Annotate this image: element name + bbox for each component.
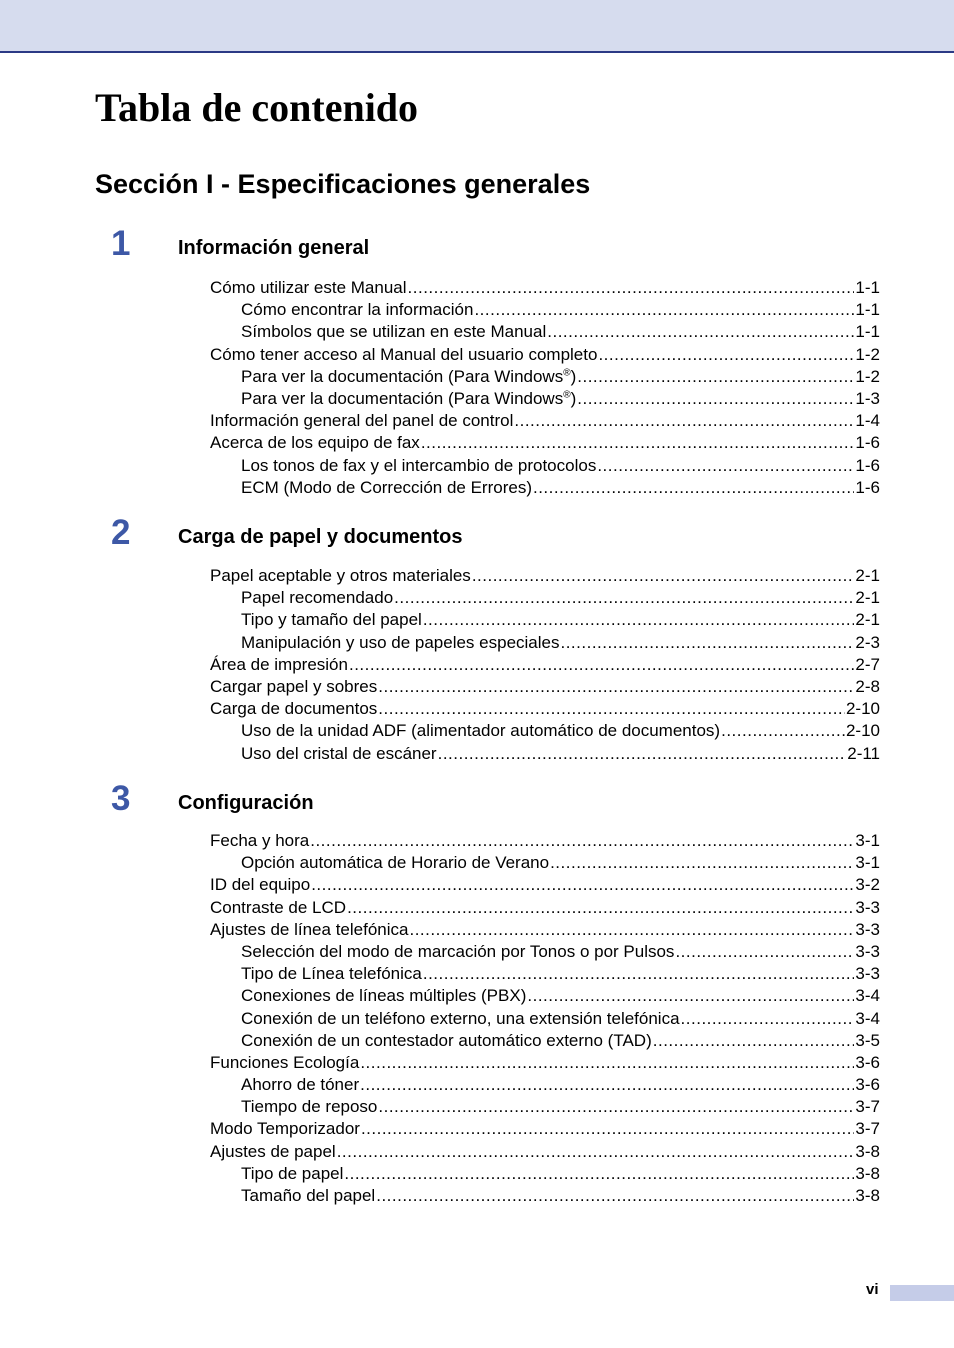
toc-entry-page: 1-1	[855, 300, 880, 320]
toc-entry-label: ECM (Modo de Corrección de Errores)	[241, 477, 532, 497]
toc-entry[interactable]	[210, 698, 880, 720]
toc-entry-page: 1-4	[855, 411, 880, 431]
toc-entry[interactable]	[210, 963, 880, 985]
toc-entry-label: Cómo tener acceso al Manual del usuario completo	[210, 344, 598, 364]
toc-entry-label: Acerca de los equipo de fax	[210, 433, 420, 453]
toc-entry-label: Opción automática de Horario de Verano	[241, 853, 550, 873]
toc-entry-page: 3-3	[855, 964, 880, 984]
dot-leader	[423, 609, 855, 631]
chapter-title: Carga de papel y documentos	[178, 526, 463, 548]
dot-leader	[360, 1074, 854, 1096]
toc-entry-page: 2-3	[855, 632, 880, 652]
toc-entry-label: Funciones Ecología	[210, 1052, 360, 1072]
dot-leader	[421, 432, 855, 454]
section-title: Sección I - Especificaciones generales	[95, 169, 591, 199]
toc-entry-label: Conexiones de líneas múltiples (PBX)	[241, 986, 527, 1006]
dot-leader	[310, 830, 854, 852]
dot-leader	[514, 410, 854, 432]
toc-entry[interactable]	[210, 1052, 880, 1074]
toc-entry-page: 1-2	[855, 366, 880, 386]
footer-tab	[890, 1285, 954, 1301]
toc-entry[interactable]	[210, 321, 880, 343]
toc-entry-page: 3-1	[855, 831, 880, 850]
toc-entry[interactable]	[210, 388, 880, 410]
dot-leader	[681, 1008, 855, 1030]
toc-entry-label: Área de impresión	[210, 654, 348, 674]
dot-leader	[577, 366, 854, 388]
toc-entry[interactable]	[210, 1096, 880, 1118]
toc-entry[interactable]	[210, 609, 880, 631]
toc-entry[interactable]	[210, 565, 880, 587]
toc-entry[interactable]	[210, 477, 880, 499]
toc-entry[interactable]	[210, 1163, 880, 1185]
chapter-entries	[210, 277, 880, 499]
toc-entry-page: 2-1	[855, 610, 880, 630]
toc-entry[interactable]	[210, 874, 880, 896]
dot-leader	[376, 1185, 854, 1207]
toc-entry-page: 1-1	[855, 322, 880, 342]
dot-leader	[577, 388, 854, 410]
dot-leader	[653, 1030, 855, 1052]
toc-entry[interactable]	[210, 410, 880, 432]
toc-entry-label: Tiempo de reposo	[241, 1097, 378, 1117]
toc-entry[interactable]	[210, 919, 880, 941]
toc-entry-label: Para ver la documentación (Para Windows®)	[241, 366, 577, 386]
toc-entry-label: Ajustes de línea telefónica	[210, 919, 409, 939]
toc-entry-page: 3-8	[855, 1163, 880, 1183]
toc-entry-label: Uso de la unidad ADF (alimentador automático de documentos)	[241, 721, 721, 741]
toc-entry[interactable]	[210, 1008, 880, 1030]
toc-entry-page: 3-2	[855, 875, 880, 895]
toc-entry-label: Ahorro de tóner	[241, 1075, 360, 1095]
page-title: Tabla de contenido	[95, 85, 419, 130]
toc-entry[interactable]	[210, 941, 880, 963]
toc-entry[interactable]	[210, 632, 880, 654]
chapter-title: Información general	[178, 237, 370, 259]
toc-entry-page: 3-8	[855, 1141, 880, 1161]
toc-entry-label: Cómo utilizar este Manual	[210, 278, 407, 297]
toc-entry-page: 3-4	[855, 1008, 880, 1028]
dot-leader	[378, 698, 845, 720]
dot-leader	[721, 720, 845, 742]
toc-entry-label: Tipo de Línea telefónica	[241, 964, 422, 984]
toc-entry[interactable]	[210, 720, 880, 742]
toc-entry-label: Ajustes de papel	[210, 1141, 336, 1161]
toc-entry[interactable]	[210, 344, 880, 366]
toc-entry-page: 1-6	[855, 477, 880, 497]
toc-entry-label: Papel recomendado	[241, 588, 394, 608]
toc-entry[interactable]	[210, 676, 880, 698]
toc-entry-page: 2-10	[845, 699, 880, 719]
chapter-entries	[210, 830, 880, 1207]
toc-entry-label: Uso del cristal de escáner	[241, 743, 437, 763]
dot-leader	[438, 743, 847, 765]
dot-leader	[311, 874, 854, 896]
toc-entry[interactable]	[210, 366, 880, 388]
toc-entry[interactable]	[210, 1141, 880, 1163]
toc-entry-page: 3-3	[855, 897, 880, 917]
toc-entry-page: 3-8	[855, 1186, 880, 1205]
toc-entry[interactable]	[210, 654, 880, 676]
toc-entry-label: Cargar papel y sobres	[210, 676, 378, 696]
dot-leader	[560, 632, 854, 654]
toc-entry-label: Símbolos que se utilizan en este Manual	[241, 322, 547, 342]
toc-entry-page: 3-3	[855, 919, 880, 939]
chapter-number: 3	[111, 779, 131, 818]
dot-leader	[347, 897, 854, 919]
toc-entry-page: 2-7	[855, 654, 880, 674]
dot-leader	[550, 852, 854, 874]
toc-entry-page: 3-4	[855, 986, 880, 1006]
toc-entry-page: 2-8	[855, 676, 880, 696]
toc-entry-label: Conexión de un teléfono externo, una extensión telefónica	[241, 1008, 680, 1028]
chapter-number: 2	[111, 513, 131, 552]
toc-entry[interactable]	[210, 743, 880, 765]
dot-leader	[360, 1052, 854, 1074]
toc-entry-label: Carga de documentos	[210, 699, 378, 719]
toc-entry[interactable]	[210, 1185, 880, 1207]
toc-entry-page: 3-6	[855, 1075, 880, 1095]
toc-entry-page: 2-11	[847, 743, 880, 763]
toc-entry[interactable]	[210, 277, 880, 299]
chapter-title: Configuración	[178, 792, 314, 814]
toc-entry-page: 2-1	[855, 588, 880, 608]
toc-entry[interactable]	[210, 1118, 880, 1140]
toc-entry-label: Tipo y tamaño del papel	[241, 610, 422, 630]
chapter-number: 1	[111, 224, 131, 263]
toc-entry-label: Papel aceptable y otros materiales	[210, 566, 471, 585]
toc-entry-page: 3-7	[855, 1097, 880, 1117]
toc-entry[interactable]	[210, 830, 880, 852]
toc-entry-label: Cómo encontrar la información	[241, 300, 474, 320]
dot-leader	[409, 919, 854, 941]
toc-entry-label: Modo Temporizador	[210, 1119, 360, 1139]
toc-entry[interactable]	[210, 897, 880, 919]
dot-leader	[408, 277, 855, 299]
toc-entry-label: Conexión de un contestador automático externo (TAD)	[241, 1030, 652, 1050]
dot-leader	[344, 1163, 854, 1185]
dot-leader	[472, 565, 855, 587]
dot-leader	[378, 676, 854, 698]
dot-leader	[394, 587, 854, 609]
dot-leader	[349, 654, 854, 676]
header-band	[0, 0, 954, 53]
toc-entry-page: 1-2	[855, 344, 880, 364]
toc-entry-label: Tipo de papel	[241, 1163, 344, 1183]
toc-entry-page: 3-7	[855, 1119, 880, 1139]
toc-entry-page: 3-3	[855, 941, 880, 961]
dot-leader	[598, 344, 854, 366]
dot-leader	[378, 1096, 854, 1118]
toc-entry-page: 3-6	[855, 1052, 880, 1072]
toc-entry-label: Para ver la documentación (Para Windows®)	[241, 388, 577, 408]
toc-entry-page: 3-5	[855, 1030, 880, 1050]
toc-entry[interactable]	[210, 587, 880, 609]
dot-leader	[337, 1141, 855, 1163]
toc-entry-page: 2-10	[845, 721, 880, 741]
toc-entry-label: ID del equipo	[210, 875, 311, 895]
toc-entry-label: Fecha y hora	[210, 831, 310, 850]
toc-entry-page: 3-1	[855, 853, 880, 873]
toc-entry-page: 1-6	[855, 433, 880, 453]
toc-entry[interactable]	[210, 455, 880, 477]
dot-leader	[547, 321, 854, 343]
toc-entry-label: Manipulación y uso de papeles especiales	[241, 632, 560, 652]
toc-entry[interactable]	[210, 852, 880, 874]
toc-entry-page: 1-3	[855, 388, 880, 408]
toc-entry-page: 1-6	[855, 455, 880, 475]
toc-entry-page: 1-1	[855, 278, 880, 297]
toc-entry-page: 2-1	[855, 566, 880, 585]
dot-leader	[597, 455, 854, 477]
dot-leader	[474, 299, 854, 321]
toc-entry-label: Tamaño del papel	[241, 1186, 376, 1205]
toc-entry[interactable]	[210, 432, 880, 454]
page-number: vi	[866, 1281, 879, 1298]
toc-entry-label: Información general del panel de control	[210, 411, 514, 431]
toc-entry[interactable]	[210, 299, 880, 321]
dot-leader	[675, 941, 854, 963]
toc-entry[interactable]	[210, 985, 880, 1007]
dot-leader	[527, 985, 854, 1007]
dot-leader	[423, 963, 855, 985]
dot-leader	[361, 1118, 854, 1140]
chapter-entries	[210, 565, 880, 765]
dot-leader	[533, 477, 854, 499]
toc-entry-label: Contraste de LCD	[210, 897, 347, 917]
toc-entry[interactable]	[210, 1030, 880, 1052]
toc-entry-label: Selección del modo de marcación por Tonos o por Pulsos	[241, 941, 675, 961]
toc-entry[interactable]	[210, 1074, 880, 1096]
toc-entry-label: Los tonos de fax y el intercambio de protocolos	[241, 455, 597, 475]
